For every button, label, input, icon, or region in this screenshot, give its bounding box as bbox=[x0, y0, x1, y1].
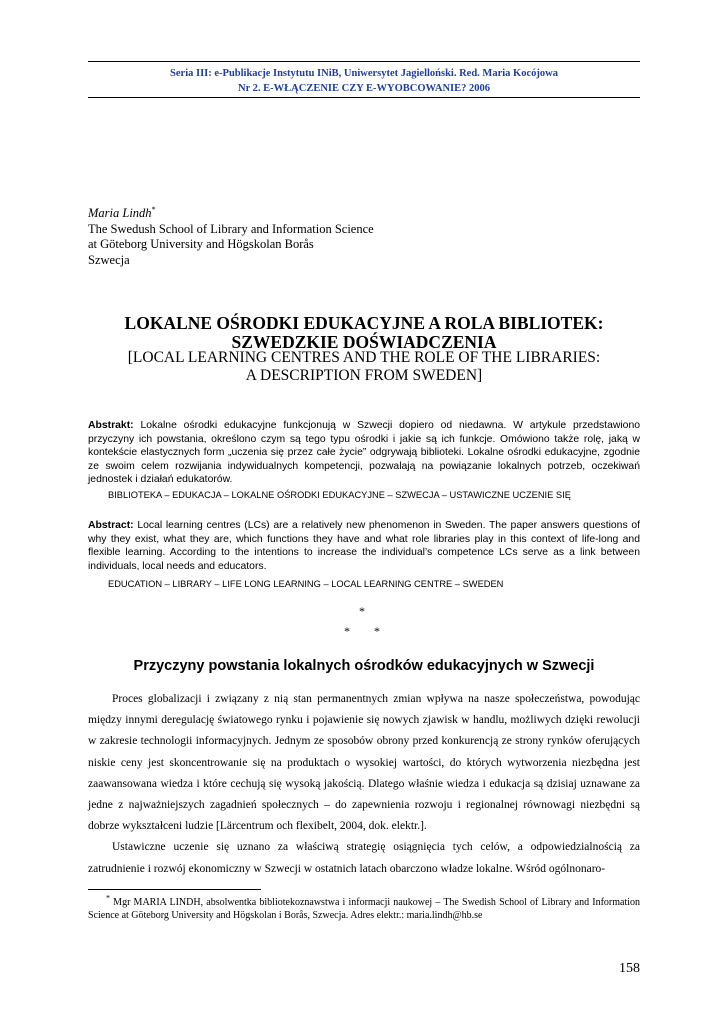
author-affiliation-2: at Göteborg University and Högskolan Borås bbox=[88, 237, 314, 251]
footnote-mark: * bbox=[106, 893, 110, 903]
abstract-english bbox=[88, 519, 640, 573]
title-english-line-2: A DESCRIPTION FROM SWEDEN] bbox=[245, 367, 483, 384]
title-polish-line-2: SZWEDZKIE DOŚWIADCZENIA bbox=[231, 332, 497, 352]
section-heading: Przyczyny powstania lokalnych ośrodków edukacyjnych w Szwecji bbox=[133, 658, 595, 674]
page-number: 158 bbox=[619, 961, 640, 976]
abstract-polish bbox=[88, 419, 640, 487]
abstract-polish-text: Lokalne ośrodki edukacyjne funkcjonują w Szwecji dopiero od niedawna. W artykule przedstawiono przyczyny ich powstania, określono czym są tego typu ośrodki i jakie są ich funkcje. Omówiono także rolę, jaką w kontekście elastycznych form „uczenia się przez całe życie” odgrywają biblioteki. Lokalne ośrodki edukacyjne, zgodnie ze swoim celem rozwijania indywidualnych kompetencji, pozwalają na powiązanie lokalnych potrzeb, oczekiwań jednostek i działań edukatorów. bbox=[88, 420, 640, 486]
footnote-rule bbox=[88, 889, 261, 890]
author-affiliation-1: The Swedush School of Library and Information Science bbox=[88, 221, 374, 236]
issue-title: Nr 2. E-WŁĄCZENIE CZY E-WYOBCOWANIE? 2006 bbox=[237, 83, 491, 94]
body-paragraph-2: Ustawiczne uczenie się uznano za właściwą strategię osiągnięcia tych celów, a odpowiedzialnością za zatrudnienie i rozwój ekonomiczny w Szwecji w ostatnich latach obarczono władze lokalne. Wśród ogólnonaro- bbox=[88, 841, 640, 875]
author-country: Szwecja bbox=[88, 252, 130, 267]
keywords-polish: BIBLIOTEKA – EDUKACJA – LOKALNE OŚRODKI EDUKACYJNE – SZWECJA – USTAWICZNE UCZENIE SIĘ bbox=[108, 490, 571, 500]
footnote bbox=[88, 893, 641, 922]
keywords-english: EDUCATION – LIBRARY – LIFE LONG LEARNING – LOCAL LEARNING CENTRE – SWEDEN bbox=[108, 579, 504, 589]
asterism-bottom: * * bbox=[344, 624, 380, 638]
author-name-line bbox=[88, 206, 640, 222]
author-block bbox=[88, 206, 640, 268]
author-name: Maria Lindh bbox=[88, 206, 152, 220]
abstract-english-label: Abstract: bbox=[88, 520, 134, 531]
header-top-rule bbox=[88, 61, 640, 62]
title-english-line-1: [LOCAL LEARNING CENTRES AND THE ROLE OF THE LIBRARIES: bbox=[127, 349, 601, 366]
abstract-polish-label: Abstrakt: bbox=[88, 420, 134, 431]
abstract-english-text: Local learning centres (LCs) are a relatively new phenomenon in Sweden. The paper answers questions of why they exist, what they are, which functions they have and what role libraries play in this context of life-long and flexible learning. According to the intentions to increase the individual’s competence LCs serve as a link between individuals, local needs and educators. bbox=[88, 520, 640, 572]
title-polish-line-1: LOKALNE OŚRODKI EDUKACYJNE A ROLA BIBLIOTEK: bbox=[124, 313, 604, 333]
author-footnote-mark: * bbox=[151, 204, 156, 214]
asterism-top: * bbox=[359, 604, 365, 618]
footnote-text: Mgr MARIA LINDH, absolwentka bibliotekoznawstwa i informacji naukowej – The Swedish School of Library and Information Science at Göteborg University and Högskolan i Borås, Szwecja. Adres elektr.: maria.lindh@hb.se bbox=[88, 897, 641, 921]
header-bottom-rule bbox=[88, 97, 640, 98]
body-paragraph-1: Proces globalizacji i związany z nią stan permanentnych zmian wpływa na nasze społeczeństwa, powodując między innymi deregulację światowego rynku i pojawienie się nowych zjawisk w handlu, możliwych dzięki rewolucji w zakresie technologii informacyjnych. Jednym ze sposobów obrony przed konkurencją ze strony rynków oferujących niskie ceny jest skoncentrowanie się na produktach o wysokiej wartości, do których wytworzenia niezbędna jest zaawansowana wiedza i które cechują się wysoką jakością. Dlatego właśnie wiedza i edukacja są dzisiaj uznawane za jedne z najważniejszych zagadnień społecznych – do zapewnienia rozwoju i regionalnej równowagi niezbędni są dobrze wykształceni ludzie [Lärcentrum och flexibelt, 2004, dok. elektr.]. bbox=[88, 693, 640, 833]
body-text bbox=[88, 689, 640, 880]
series-title: Seria III: e-Publikacje Instytutu INiB, Uniwersytet Jagielloński. Red. Maria Kocójowa bbox=[170, 68, 558, 79]
